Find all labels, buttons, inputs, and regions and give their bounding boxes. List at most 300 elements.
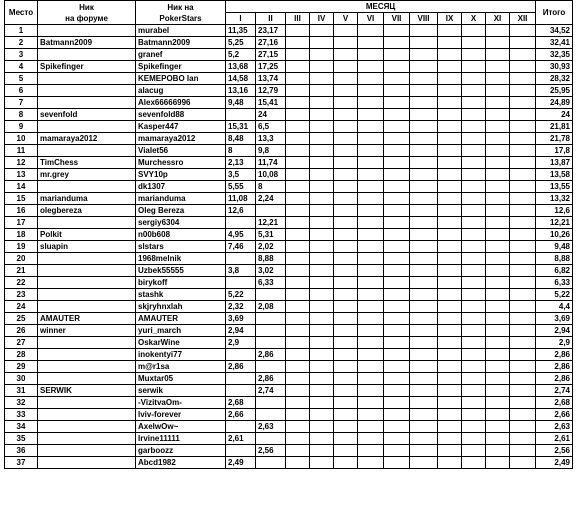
month-9-cell xyxy=(438,325,462,337)
month-3-cell xyxy=(286,109,310,121)
month-5-cell xyxy=(334,49,358,61)
table-row xyxy=(5,313,573,325)
month-header-5: V xyxy=(334,13,358,25)
month-11-cell xyxy=(486,301,510,313)
place-cell: 22 xyxy=(5,277,38,289)
month-5-cell xyxy=(334,313,358,325)
month-10-cell xyxy=(462,145,486,157)
month-6-cell xyxy=(358,409,384,421)
month-9-cell xyxy=(438,229,462,241)
month-10-cell xyxy=(462,205,486,217)
month-1-cell: 2,9 xyxy=(226,337,256,349)
header-month: МЕСЯЦ xyxy=(226,1,536,13)
month-2-cell xyxy=(256,361,286,373)
rating-table xyxy=(4,0,573,469)
month-6-cell xyxy=(358,457,384,469)
place-cell: 35 xyxy=(5,433,38,445)
month-9-cell xyxy=(438,373,462,385)
total-cell: 9,48 xyxy=(536,241,573,253)
month-5-cell xyxy=(334,25,358,37)
month-5-cell xyxy=(334,241,358,253)
month-6-cell xyxy=(358,61,384,73)
month-7-cell xyxy=(384,229,410,241)
month-1-cell: 13,68 xyxy=(226,61,256,73)
total-cell: 13,58 xyxy=(536,169,573,181)
month-3-cell xyxy=(286,445,310,457)
month-5-cell xyxy=(334,265,358,277)
month-12-cell xyxy=(510,37,536,49)
month-12-cell xyxy=(510,421,536,433)
month-7-cell xyxy=(384,145,410,157)
month-10-cell xyxy=(462,193,486,205)
pokerstars-nick-cell: Irvine11111 xyxy=(136,433,226,445)
month-7-cell xyxy=(384,337,410,349)
month-8-cell xyxy=(410,421,438,433)
month-10-cell xyxy=(462,385,486,397)
total-cell: 13,87 xyxy=(536,157,573,169)
month-4-cell xyxy=(310,277,334,289)
month-4-cell xyxy=(310,181,334,193)
month-9-cell xyxy=(438,181,462,193)
month-2-cell xyxy=(256,205,286,217)
month-6-cell xyxy=(358,349,384,361)
month-9-cell xyxy=(438,361,462,373)
month-10-cell xyxy=(462,37,486,49)
month-11-cell xyxy=(486,205,510,217)
month-header-7: VII xyxy=(384,13,410,25)
month-3-cell xyxy=(286,49,310,61)
month-9-cell xyxy=(438,313,462,325)
month-4-cell xyxy=(310,397,334,409)
month-4-cell xyxy=(310,193,334,205)
place-cell: 10 xyxy=(5,133,38,145)
month-5-cell xyxy=(334,421,358,433)
total-cell: 2,68 xyxy=(536,397,573,409)
month-11-cell xyxy=(486,373,510,385)
month-5-cell xyxy=(334,193,358,205)
month-2-cell: 17,25 xyxy=(256,61,286,73)
month-7-cell xyxy=(384,409,410,421)
month-2-cell xyxy=(256,433,286,445)
month-9-cell xyxy=(438,97,462,109)
forum-nick-cell: winner xyxy=(38,325,136,337)
rating-table-wrapper xyxy=(4,0,573,469)
month-12-cell xyxy=(510,133,536,145)
month-7-cell xyxy=(384,313,410,325)
month-5-cell xyxy=(334,373,358,385)
table-row xyxy=(5,385,573,397)
month-8-cell xyxy=(410,73,438,85)
forum-nick-cell xyxy=(38,397,136,409)
month-7-cell xyxy=(384,97,410,109)
month-11-cell xyxy=(486,133,510,145)
month-5-cell xyxy=(334,73,358,85)
month-8-cell xyxy=(410,49,438,61)
month-6-cell xyxy=(358,265,384,277)
month-5-cell xyxy=(334,181,358,193)
forum-nick-cell: mamaraya2012 xyxy=(38,133,136,145)
table-row xyxy=(5,301,573,313)
place-cell: 27 xyxy=(5,337,38,349)
month-12-cell xyxy=(510,337,536,349)
month-2-cell: 6,33 xyxy=(256,277,286,289)
total-cell: 2,61 xyxy=(536,433,573,445)
month-10-cell xyxy=(462,85,486,97)
month-7-cell xyxy=(384,277,410,289)
month-2-cell: 27,15 xyxy=(256,49,286,61)
total-cell: 2,49 xyxy=(536,457,573,469)
place-cell: 7 xyxy=(5,97,38,109)
month-3-cell xyxy=(286,325,310,337)
month-12-cell xyxy=(510,289,536,301)
header-total: Итого xyxy=(536,1,573,25)
month-5-cell xyxy=(334,169,358,181)
month-9-cell xyxy=(438,73,462,85)
month-7-cell xyxy=(384,217,410,229)
month-5-cell xyxy=(334,301,358,313)
pokerstars-nick-cell: KEMEPOBO Ian xyxy=(136,73,226,85)
month-11-cell xyxy=(486,121,510,133)
table-row xyxy=(5,145,573,157)
month-6-cell xyxy=(358,253,384,265)
month-6-cell xyxy=(358,97,384,109)
table-row xyxy=(5,109,573,121)
month-10-cell xyxy=(462,373,486,385)
month-8-cell xyxy=(410,445,438,457)
forum-nick-cell xyxy=(38,445,136,457)
month-9-cell xyxy=(438,25,462,37)
month-3-cell xyxy=(286,205,310,217)
month-2-cell xyxy=(256,457,286,469)
forum-nick-cell xyxy=(38,181,136,193)
forum-nick-cell xyxy=(38,265,136,277)
month-11-cell xyxy=(486,313,510,325)
place-cell: 5 xyxy=(5,73,38,85)
month-4-cell xyxy=(310,145,334,157)
month-11-cell xyxy=(486,433,510,445)
month-2-cell: 13,3 xyxy=(256,133,286,145)
pokerstars-nick-cell: SVY10p xyxy=(136,169,226,181)
month-5-cell xyxy=(334,325,358,337)
month-header-10: X xyxy=(462,13,486,25)
month-3-cell xyxy=(286,397,310,409)
total-cell: 12,21 xyxy=(536,217,573,229)
table-row xyxy=(5,229,573,241)
month-11-cell xyxy=(486,361,510,373)
table-row xyxy=(5,409,573,421)
month-2-cell: 2,86 xyxy=(256,349,286,361)
month-6-cell xyxy=(358,145,384,157)
month-8-cell xyxy=(410,373,438,385)
month-11-cell xyxy=(486,277,510,289)
month-9-cell xyxy=(438,457,462,469)
month-6-cell xyxy=(358,385,384,397)
month-8-cell xyxy=(410,133,438,145)
place-cell: 8 xyxy=(5,109,38,121)
place-cell: 33 xyxy=(5,409,38,421)
month-10-cell xyxy=(462,325,486,337)
month-9-cell xyxy=(438,61,462,73)
month-11-cell xyxy=(486,145,510,157)
month-4-cell xyxy=(310,445,334,457)
month-3-cell xyxy=(286,277,310,289)
table-row xyxy=(5,241,573,253)
month-5-cell xyxy=(334,277,358,289)
table-row xyxy=(5,397,573,409)
month-3-cell xyxy=(286,97,310,109)
month-12-cell xyxy=(510,97,536,109)
month-7-cell xyxy=(384,301,410,313)
month-3-cell xyxy=(286,289,310,301)
month-header-2: II xyxy=(256,13,286,25)
month-8-cell xyxy=(410,337,438,349)
pokerstars-nick-cell: Vialet56 xyxy=(136,145,226,157)
table-row xyxy=(5,97,573,109)
pokerstars-nick-cell: Spikefinger xyxy=(136,61,226,73)
month-10-cell xyxy=(462,421,486,433)
month-2-cell: 8,88 xyxy=(256,253,286,265)
month-10-cell xyxy=(462,97,486,109)
pokerstars-nick-cell: alacug xyxy=(136,85,226,97)
total-cell: 6,33 xyxy=(536,277,573,289)
month-9-cell xyxy=(438,121,462,133)
month-11-cell xyxy=(486,409,510,421)
month-6-cell xyxy=(358,229,384,241)
total-cell: 2,86 xyxy=(536,373,573,385)
place-cell: 31 xyxy=(5,385,38,397)
table-row xyxy=(5,361,573,373)
month-10-cell xyxy=(462,25,486,37)
month-12-cell xyxy=(510,61,536,73)
total-cell: 3,69 xyxy=(536,313,573,325)
month-1-cell: 2,68 xyxy=(226,397,256,409)
month-5-cell xyxy=(334,289,358,301)
month-6-cell xyxy=(358,277,384,289)
month-2-cell: 5,31 xyxy=(256,229,286,241)
table-row xyxy=(5,205,573,217)
total-cell: 2,74 xyxy=(536,385,573,397)
month-2-cell: 2,86 xyxy=(256,373,286,385)
month-8-cell xyxy=(410,325,438,337)
month-6-cell xyxy=(358,121,384,133)
header-pokerstars-nick: Ник на PokerStars xyxy=(136,1,226,25)
table-body xyxy=(5,25,573,469)
pokerstars-nick-cell: sergiy6304 xyxy=(136,217,226,229)
month-9-cell xyxy=(438,409,462,421)
month-1-cell: 15,31 xyxy=(226,121,256,133)
month-12-cell xyxy=(510,433,536,445)
place-cell: 6 xyxy=(5,85,38,97)
pokerstars-nick-cell: m@r1sa xyxy=(136,361,226,373)
month-3-cell xyxy=(286,433,310,445)
month-9-cell xyxy=(438,445,462,457)
month-2-cell xyxy=(256,397,286,409)
month-1-cell: 5,22 xyxy=(226,289,256,301)
month-4-cell xyxy=(310,361,334,373)
place-cell: 37 xyxy=(5,457,38,469)
header-place: Место xyxy=(5,1,38,25)
month-3-cell xyxy=(286,349,310,361)
table-row xyxy=(5,37,573,49)
month-12-cell xyxy=(510,325,536,337)
place-cell: 20 xyxy=(5,253,38,265)
forum-nick-cell xyxy=(38,217,136,229)
month-4-cell xyxy=(310,157,334,169)
month-10-cell xyxy=(462,337,486,349)
month-6-cell xyxy=(358,73,384,85)
month-3-cell xyxy=(286,253,310,265)
month-11-cell xyxy=(486,73,510,85)
month-8-cell xyxy=(410,397,438,409)
month-4-cell xyxy=(310,313,334,325)
month-2-cell: 8 xyxy=(256,181,286,193)
forum-nick-cell: marianduma xyxy=(38,193,136,205)
month-4-cell xyxy=(310,121,334,133)
month-6-cell xyxy=(358,37,384,49)
month-5-cell xyxy=(334,385,358,397)
month-7-cell xyxy=(384,85,410,97)
table-row xyxy=(5,181,573,193)
table-row xyxy=(5,49,573,61)
month-7-cell xyxy=(384,385,410,397)
month-7-cell xyxy=(384,169,410,181)
month-8-cell xyxy=(410,217,438,229)
month-7-cell xyxy=(384,349,410,361)
place-cell: 36 xyxy=(5,445,38,457)
month-7-cell xyxy=(384,157,410,169)
month-1-cell xyxy=(226,217,256,229)
month-2-cell: 23,17 xyxy=(256,25,286,37)
month-2-cell xyxy=(256,409,286,421)
month-5-cell xyxy=(334,457,358,469)
month-6-cell xyxy=(358,205,384,217)
month-5-cell xyxy=(334,229,358,241)
month-11-cell xyxy=(486,265,510,277)
month-11-cell xyxy=(486,325,510,337)
month-1-cell: 2,49 xyxy=(226,457,256,469)
month-1-cell xyxy=(226,385,256,397)
month-7-cell xyxy=(384,73,410,85)
month-12-cell xyxy=(510,157,536,169)
place-cell: 4 xyxy=(5,61,38,73)
month-3-cell xyxy=(286,421,310,433)
month-7-cell xyxy=(384,49,410,61)
total-cell: 4,4 xyxy=(536,301,573,313)
total-cell: 24,89 xyxy=(536,97,573,109)
month-10-cell xyxy=(462,361,486,373)
month-1-cell xyxy=(226,109,256,121)
month-8-cell xyxy=(410,145,438,157)
month-header-3: III xyxy=(286,13,310,25)
month-12-cell xyxy=(510,253,536,265)
month-2-cell: 12,79 xyxy=(256,85,286,97)
month-10-cell xyxy=(462,61,486,73)
place-cell: 15 xyxy=(5,193,38,205)
month-8-cell xyxy=(410,313,438,325)
total-cell: 34,52 xyxy=(536,25,573,37)
month-8-cell xyxy=(410,61,438,73)
month-11-cell xyxy=(486,97,510,109)
place-cell: 26 xyxy=(5,325,38,337)
month-1-cell xyxy=(226,277,256,289)
month-8-cell xyxy=(410,25,438,37)
month-12-cell xyxy=(510,73,536,85)
total-cell: 30,93 xyxy=(536,61,573,73)
month-11-cell xyxy=(486,37,510,49)
month-9-cell xyxy=(438,109,462,121)
month-4-cell xyxy=(310,109,334,121)
month-5-cell xyxy=(334,217,358,229)
month-3-cell xyxy=(286,193,310,205)
table-row xyxy=(5,349,573,361)
total-cell: 21,78 xyxy=(536,133,573,145)
pokerstars-nick-cell: -VizitvaOm- xyxy=(136,397,226,409)
table-row xyxy=(5,193,573,205)
month-9-cell xyxy=(438,349,462,361)
month-10-cell xyxy=(462,133,486,145)
month-4-cell xyxy=(310,301,334,313)
table-row xyxy=(5,25,573,37)
month-11-cell xyxy=(486,397,510,409)
pokerstars-nick-cell: AMAUTER xyxy=(136,313,226,325)
month-2-cell: 13,74 xyxy=(256,73,286,85)
month-2-cell: 2,08 xyxy=(256,301,286,313)
place-cell: 14 xyxy=(5,181,38,193)
forum-nick-cell xyxy=(38,433,136,445)
pokerstars-nick-cell: serwik xyxy=(136,385,226,397)
month-11-cell xyxy=(486,49,510,61)
month-4-cell xyxy=(310,133,334,145)
month-12-cell xyxy=(510,313,536,325)
total-cell: 5,22 xyxy=(536,289,573,301)
table-row xyxy=(5,277,573,289)
month-4-cell xyxy=(310,253,334,265)
month-12-cell xyxy=(510,373,536,385)
month-8-cell xyxy=(410,265,438,277)
month-9-cell xyxy=(438,337,462,349)
table-row xyxy=(5,61,573,73)
month-8-cell xyxy=(410,169,438,181)
month-10-cell xyxy=(462,109,486,121)
month-4-cell xyxy=(310,61,334,73)
month-12-cell xyxy=(510,361,536,373)
month-3-cell xyxy=(286,73,310,85)
month-1-cell: 13,16 xyxy=(226,85,256,97)
month-1-cell: 11,35 xyxy=(226,25,256,37)
place-cell: 19 xyxy=(5,241,38,253)
total-cell: 13,32 xyxy=(536,193,573,205)
month-3-cell xyxy=(286,37,310,49)
month-5-cell xyxy=(334,445,358,457)
month-7-cell xyxy=(384,361,410,373)
month-4-cell xyxy=(310,37,334,49)
month-3-cell xyxy=(286,409,310,421)
month-11-cell xyxy=(486,109,510,121)
table-row xyxy=(5,157,573,169)
month-11-cell xyxy=(486,181,510,193)
month-6-cell xyxy=(358,289,384,301)
month-10-cell xyxy=(462,253,486,265)
month-7-cell xyxy=(384,373,410,385)
forum-nick-cell xyxy=(38,373,136,385)
month-4-cell xyxy=(310,433,334,445)
month-5-cell xyxy=(334,409,358,421)
month-5-cell xyxy=(334,145,358,157)
month-9-cell xyxy=(438,217,462,229)
header-forum-nick: Ник на форуме xyxy=(38,1,136,25)
month-6-cell xyxy=(358,181,384,193)
month-11-cell xyxy=(486,25,510,37)
